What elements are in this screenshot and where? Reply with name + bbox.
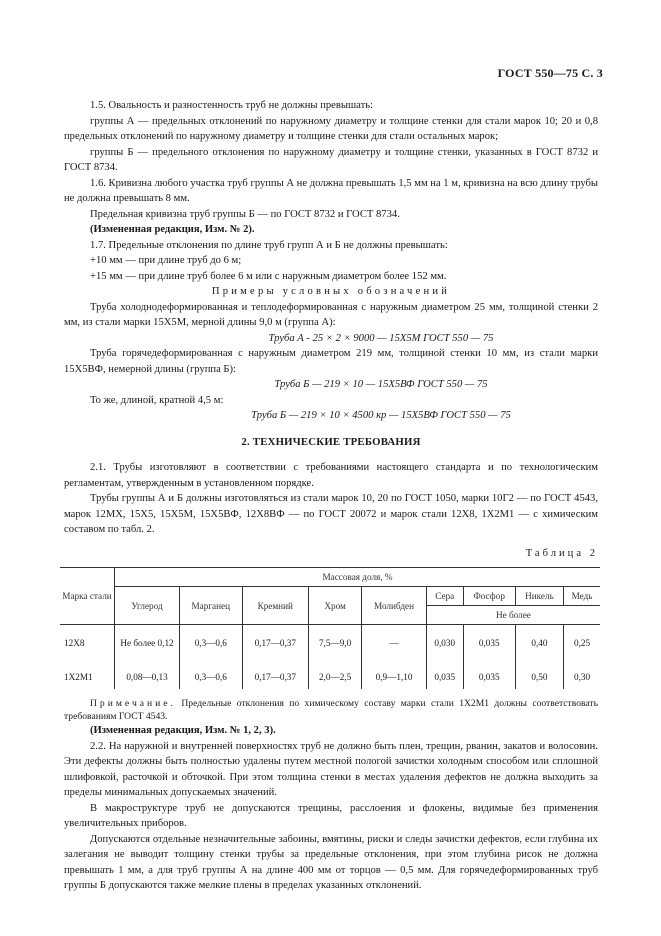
paragraph-group-b: группы Б — предельного отклонения по наружному диаметру и толщине стенки, указанных в ГОСТ 8732 и ГОСТ 8734. (64, 146, 598, 173)
section-2-heading: 2. ТЕХНИЧЕСКИЕ ТРЕБОВАНИЯ (241, 435, 421, 448)
paragraph-1-6: 1.6. Кривизна любого участка труб группы А не должна превышать 1,5 мм на 1 м, кривизна на всю длину трубы не должна превышать 8 мм. (64, 177, 599, 204)
cell-phosphorus: 0,035 (463, 625, 515, 664)
table-header-chromium: Хром (308, 587, 361, 625)
example-2-designation: Труба Б — 219 × 10 — 15Х5ВФ ГОСТ 550 — 75 (274, 379, 488, 390)
tolerance-over-6m: +15 мм — при длине труб более 6 м или с наружным диаметром более 152 мм. (90, 270, 447, 282)
table-header-copper: Медь (564, 587, 600, 606)
cell-nickel: 0,50 (515, 663, 563, 689)
cell-sulfur: 0,035 (426, 663, 463, 689)
cell-grade: 1Х2М1 (60, 663, 115, 689)
table-row (60, 625, 600, 664)
example-1-designation: Труба А - 25 × 2 × 9000 — 15Х5М ГОСТ 550 — 75 (268, 332, 494, 344)
paragraph-minor-defects: Допускаются отдельные незначительные забоины, вмятины, риски и следы зачистки дефектов, если глубина их залегания не выводит толщину стенки трубы за предельные отклонения, при этом глубина рисок не должна превышать 1 мм, а для труб группы А на длине 400 мм от торцов — 0,5 мм. Для горячедеформированных труб группы Б допускаются также мелкие плены в пределах указанных отклонений. (64, 833, 598, 891)
examples-heading: Примеры условных обозначений (211, 286, 451, 297)
page-content (64, 98, 598, 894)
example-1-text: Труба холоднодеформированная и теплодеформированная с наружным диаметром 25 мм, толщиной стенки 2 мм, из стали марки 15Х5М, мерной длины 9,0 м (группа А): (64, 301, 598, 328)
table-header-phosphorus: Фосфор (463, 587, 515, 606)
chemical-composition-table (60, 567, 600, 689)
paragraph-1-5: 1.5. Овальность и разностенность труб не должны превышать: (90, 100, 373, 111)
paragraph-steel-grades: Трубы группы А и Б должны изготовляться из стали марок 10, 20 по ГОСТ 1050, марки 10Г2 — по ГОСТ 4543, марок 12МХ, 15Х5, 15Х5М, 15Х5ВФ, 12Х8ВФ — по ГОСТ 20072 и марок стали 12Х8, 1Х2М1 — с химическим составом по табл. 2. (64, 493, 598, 535)
cell-molybdenum: 0,9—1,10 (362, 663, 427, 689)
table-header-nickel: Никель (515, 587, 563, 606)
table-header-not-more: Не более (426, 606, 600, 625)
note-text: Предельные отклонения по химическому составу марки стали 1Х2М1 должны соответствовать требованиям ГОСТ 4543. (64, 698, 598, 722)
cell-chromium: 2,0—2,5 (308, 663, 361, 689)
cell-carbon: 0,08—0,13 (115, 663, 180, 689)
cell-molybdenum: — (362, 625, 427, 664)
amendment-note-1-2-3: (Измененная редакция, Изм. № 1, 2, 3). (90, 725, 276, 736)
table-header-mass-fraction: Массовая доля, % (115, 568, 601, 587)
paragraph-group-a: группы А — предельных отклонений по наружному диаметру и толщине стенки для стали марок 10; 20 и 0,8 предельных отклонений по наружному диаметру и толщине стенки для стали остальных марок; (64, 115, 598, 142)
cell-copper: 0,25 (564, 625, 600, 664)
cell-carbon: Не более 0,12 (115, 625, 180, 664)
table-header-manganese: Марганец (180, 587, 243, 625)
cell-nickel: 0,40 (515, 625, 563, 664)
amendment-note-2: (Измененная редакция, Изм. № 2). (90, 224, 255, 235)
cell-copper: 0,30 (564, 663, 600, 689)
table-header-silicon: Кремний (242, 587, 308, 625)
cell-silicon: 0,17—0,37 (242, 625, 308, 664)
cell-chromium: 7,5—9,0 (308, 625, 361, 664)
cell-manganese: 0,3—0,6 (180, 663, 243, 689)
cell-phosphorus: 0,035 (463, 663, 515, 689)
paragraph-2-2: 2.2. На наружной и внутренней поверхностях труб не должно быть плен, трещин, рванин, закатов и волосовин. Эти дефекты должны быть полностью удалены путем местной пологой зачистки холодным способом или сплошной шлифовкой, расточкой и обточкой. При этом толщина стенки в местах удаления дефектов не должна выходить за пределы минимальных допускаемых значений. (64, 740, 598, 798)
note-label: Примечание. (90, 698, 176, 709)
table-note (64, 697, 598, 723)
example-3-designation: Труба Б — 219 × 10 × 4500 кр — 15Х5ВФ ГОСТ 550 — 75 (251, 410, 511, 421)
example-3-text: То же, длиной, кратной 4,5 м: (90, 394, 224, 406)
table-header-molybdenum: Молибден (362, 587, 427, 625)
paragraph-1-7: 1.7. Предельные отклонения по длине труб групп А и Б не должны превышать: (90, 239, 448, 251)
cell-manganese: 0,3—0,6 (180, 625, 243, 664)
paragraph-curvature-b: Предельная кривизна труб группы Б — по ГОСТ 8732 и ГОСТ 8734. (90, 208, 400, 220)
table-header-grade: Марка стали (60, 568, 115, 625)
table-header-sulfur: Сера (426, 587, 463, 606)
table-row (60, 663, 600, 689)
table-caption: Таблица 2 (525, 547, 598, 559)
table-header-carbon: Углерод (115, 587, 180, 625)
paragraph-macrostructure: В макроструктуре труб не допускаются трещины, расслоения и флокены, видимые без применения увеличительных приборов. (64, 802, 598, 829)
cell-sulfur: 0,030 (426, 625, 463, 664)
tolerance-6m: +10 мм — при длине труб до 6 м; (90, 255, 242, 266)
cell-silicon: 0,17—0,37 (242, 663, 308, 689)
paragraph-2-1: 2.1. Трубы изготовляют в соответствии с требованиями настоящего стандарта и по технологическим регламентам, утвержденным в установленном порядке. (64, 462, 598, 489)
cell-grade: 12Х8 (60, 625, 115, 664)
example-2-text: Труба горячедеформированная с наружным диаметром 219 мм, толщиной стенки 10 мм, из стали марки 15Х5ВФ, немерной длины (группа Б): (64, 348, 598, 375)
page-header: ГОСТ 550—75 С. 3 (497, 66, 603, 80)
